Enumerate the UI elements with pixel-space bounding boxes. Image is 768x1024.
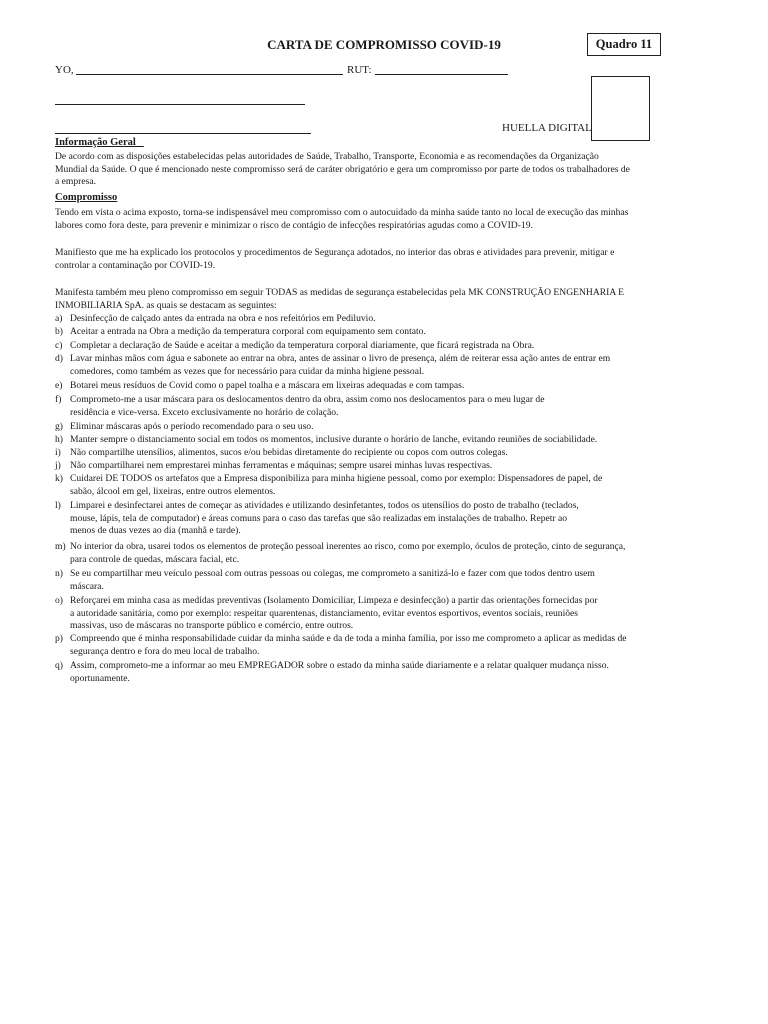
list-item-text <box>70 500 768 538</box>
text-line: Compreendo que é minha responsabilidade cuidar da minha saúde e da de toda a minha família, por isso me comprometo a aplicar as medidas de <box>70 633 627 644</box>
document-title: CARTA DE COMPROMISSO COVID-19 <box>267 37 501 52</box>
list-item-marker: j) <box>55 460 61 471</box>
list-item-marker: c) <box>55 340 63 351</box>
blank-line-1 <box>55 104 305 105</box>
text-line: oportunamente. <box>70 672 130 684</box>
list-item-text <box>70 447 768 460</box>
list-item-marker: k) <box>55 473 63 484</box>
list-item-marker: o) <box>55 595 63 606</box>
fingerprint-box <box>591 76 650 141</box>
section-heading-general: Informação Geral <box>55 137 136 148</box>
list-item-text <box>70 633 768 658</box>
list-item-marker: i) <box>55 447 61 458</box>
list-item-marker: a) <box>55 313 63 324</box>
text-line: Não compartilharei nem emprestarei minhas ferramentas e máquinas; sempre usarei minhas luvas respectivas. <box>70 460 493 471</box>
text-line: Limparei e desinfectarei antes de começar as atividades e utilizando desinfetantes, todos os utensílios do posto de trabalho (teclados, <box>70 500 579 511</box>
text-line: Desinfecção de calçado antes da entrada na obra e nos refeitórios em Pediluvio. <box>70 313 376 324</box>
list-item-marker: e) <box>55 380 63 391</box>
list-item-marker: b) <box>55 326 63 337</box>
commitment-paragraph-1 <box>55 207 628 232</box>
text-line: residência e vice-versa. Exceto exclusivamente no horário de colação. <box>70 406 339 418</box>
list-item-text <box>70 660 768 685</box>
general-paragraph <box>55 151 630 189</box>
text-line: Assim, comprometo-me a informar ao meu EMPREGADOR sobre o estado da minha saúde diariamente e a relatar qualquer mudança nisso. <box>70 660 609 671</box>
list-item-marker: h) <box>55 434 63 445</box>
section-heading-commitment: Compromisso <box>55 192 118 203</box>
list-item-text <box>70 568 768 593</box>
list-item-marker: d) <box>55 353 63 364</box>
list-item-text <box>70 394 768 419</box>
list-item-text <box>70 473 768 498</box>
rut-label: RUT: <box>347 64 372 76</box>
text-line: a autoridade sanitária, como por exemplo: respeitar quarentenas, distanciamento, evitar eventos esportivos, eventos sociais, reuniões <box>70 607 579 619</box>
text-line: Reforçarei em minha casa as medidas preventivas (Isolamento Domiciliar, Limpeza e desinfecção) a partir das orientações fornecidas por <box>70 595 598 606</box>
list-item-text <box>70 460 768 473</box>
box-label: Quadro 11 <box>587 33 661 56</box>
text-line: No interior da obra, usarei todos os elementos de proteção pessoal inerentes ao risco, como por exemplo, óculos de proteção, cinto de segurança, <box>70 541 626 552</box>
text-line: comedores, como também as vezes que for necessário para cuidar da minha higiene pessoal. <box>70 365 425 377</box>
text-line: De acordo com as disposições estabelecidas pelas autoridades de Saúde, Trabalho, Transporte, Economia e as recomendações da Organização <box>55 151 599 162</box>
text-line: Tendo em vista o acima exposto, torna-se indispensável meu compromisso com o autocuidado da minha saúde tanto no local de execução das minhas <box>55 207 629 218</box>
commitment-paragraph-2 <box>55 247 614 272</box>
text-line: para controle de quedas, máscara facial, etc. <box>70 553 240 565</box>
text-line: mouse, lápis, tela de computador) e áreas comuns para o caso das tarefas que são realizadas em instalações de trabalho. Repetr ao <box>70 512 568 524</box>
text-line: Manifesta também meu pleno compromisso em seguir TODAS as medidas de segurança estabelecidas pela MK CONSTRUÇÃO ENGENHARIA E <box>55 287 625 298</box>
rut-line <box>375 74 508 75</box>
list-item-text <box>70 340 768 353</box>
text-line: Se eu compartilhar meu veículo pessoal com outras pessoas ou colegas, me comprometo a sanitizá-lo e fazer com que todos dentro usem <box>70 568 595 579</box>
text-line: controlar a contaminação por COVID-19. <box>55 259 216 271</box>
list-item-marker: p) <box>55 633 63 644</box>
list-item-marker: f) <box>55 394 62 405</box>
list-item-text <box>70 595 768 633</box>
text-line: Botarei meus resíduos de Covid como o papel toalha e a máscara em lixeiras adequadas e com tampas. <box>70 380 465 391</box>
list-item-text <box>70 541 768 566</box>
text-line: Comprometo-me a usar máscara para os deslocamentos dentro da obra, assim como nos deslocamentos para o meu lugar de <box>70 394 545 405</box>
text-line: massivas, uso de máscaras no transporte público e comércio, entre outros. <box>70 620 354 631</box>
text-line: INMOBILIARIA SpA. as quais se destacam as seguintes: <box>55 299 277 311</box>
blank-line-2 <box>55 133 311 134</box>
list-item-text <box>70 313 768 326</box>
list-item-text <box>70 380 768 393</box>
fingerprint-label: HUELLA DIGITAL <box>502 122 592 134</box>
list-item-marker: m) <box>55 541 66 552</box>
text-line: Eliminar máscaras após o período recomendado para o seu uso. <box>70 421 314 432</box>
text-line: Aceitar a entrada na Obra a medição da temperatura corporal com equipamento sem contato. <box>70 326 426 337</box>
text-line: Mundial da Saúde. O que é mencionado neste compromisso será de caráter obrigatório e gera um compromisso por parte de todos os trabalhadores de <box>55 163 630 175</box>
text-line: segurança dentro e fora do meu local de trabalho. <box>70 645 260 657</box>
text-line: a empresa. <box>55 176 97 187</box>
text-line: Manter sempre o distanciamento social em todos os momentos, inclusive durante o horário de lanche, evitando reuniões de sociabilidade. <box>70 434 598 445</box>
text-line: Completar a declaração de Saúde e aceitar a medição da temperatura corporal diariamente, que ficará registrada na Obra. <box>70 340 535 351</box>
list-item-text <box>70 434 768 447</box>
text-line: Lavar minhas mãos com água e sabonete ao entrar na obra, antes de assinar o livro de presença, além de reiterar essa ação antes de entrar em <box>70 353 611 364</box>
list-item-marker: n) <box>55 568 63 579</box>
yo-name-line <box>76 74 343 75</box>
yo-label: YO, <box>55 64 74 76</box>
list-item-marker: l) <box>55 500 61 511</box>
text-line: menos de duas vezes ao dia (manhã e tarde). <box>70 525 241 536</box>
text-line: Cuidarei DE TODOS os artefatos que a Empresa disponibiliza para minha higiene pessoal, como por exemplo: Dispensadores de papel, de <box>70 473 603 484</box>
list-item-text <box>70 326 768 339</box>
text-line: Manifiesto que me ha explicado los protocolos y procedimentos de Segurança adotados, no interior das obras e atividades para prevenir, mitigar e <box>55 247 615 258</box>
list-item-marker: g) <box>55 421 63 432</box>
text-line: máscara. <box>70 580 104 592</box>
list-item-text <box>70 353 768 378</box>
list-item-marker: q) <box>55 660 63 671</box>
list-item-text <box>70 421 768 434</box>
text-line: sabão, álcool em gel, lixeiras, entre outros elementos. <box>70 485 276 497</box>
text-line: labores como fora deste, para prevenir e minimizar o risco de contágio de infecções respiratórias agudas como a COVID-19. <box>55 219 533 231</box>
text-line: Não compartilhe utensílios, alimentos, sucos e/ou bebidas diretamente do recipiente ou copos com outros colegas. <box>70 447 508 458</box>
commitment-paragraph-3 <box>55 287 624 312</box>
